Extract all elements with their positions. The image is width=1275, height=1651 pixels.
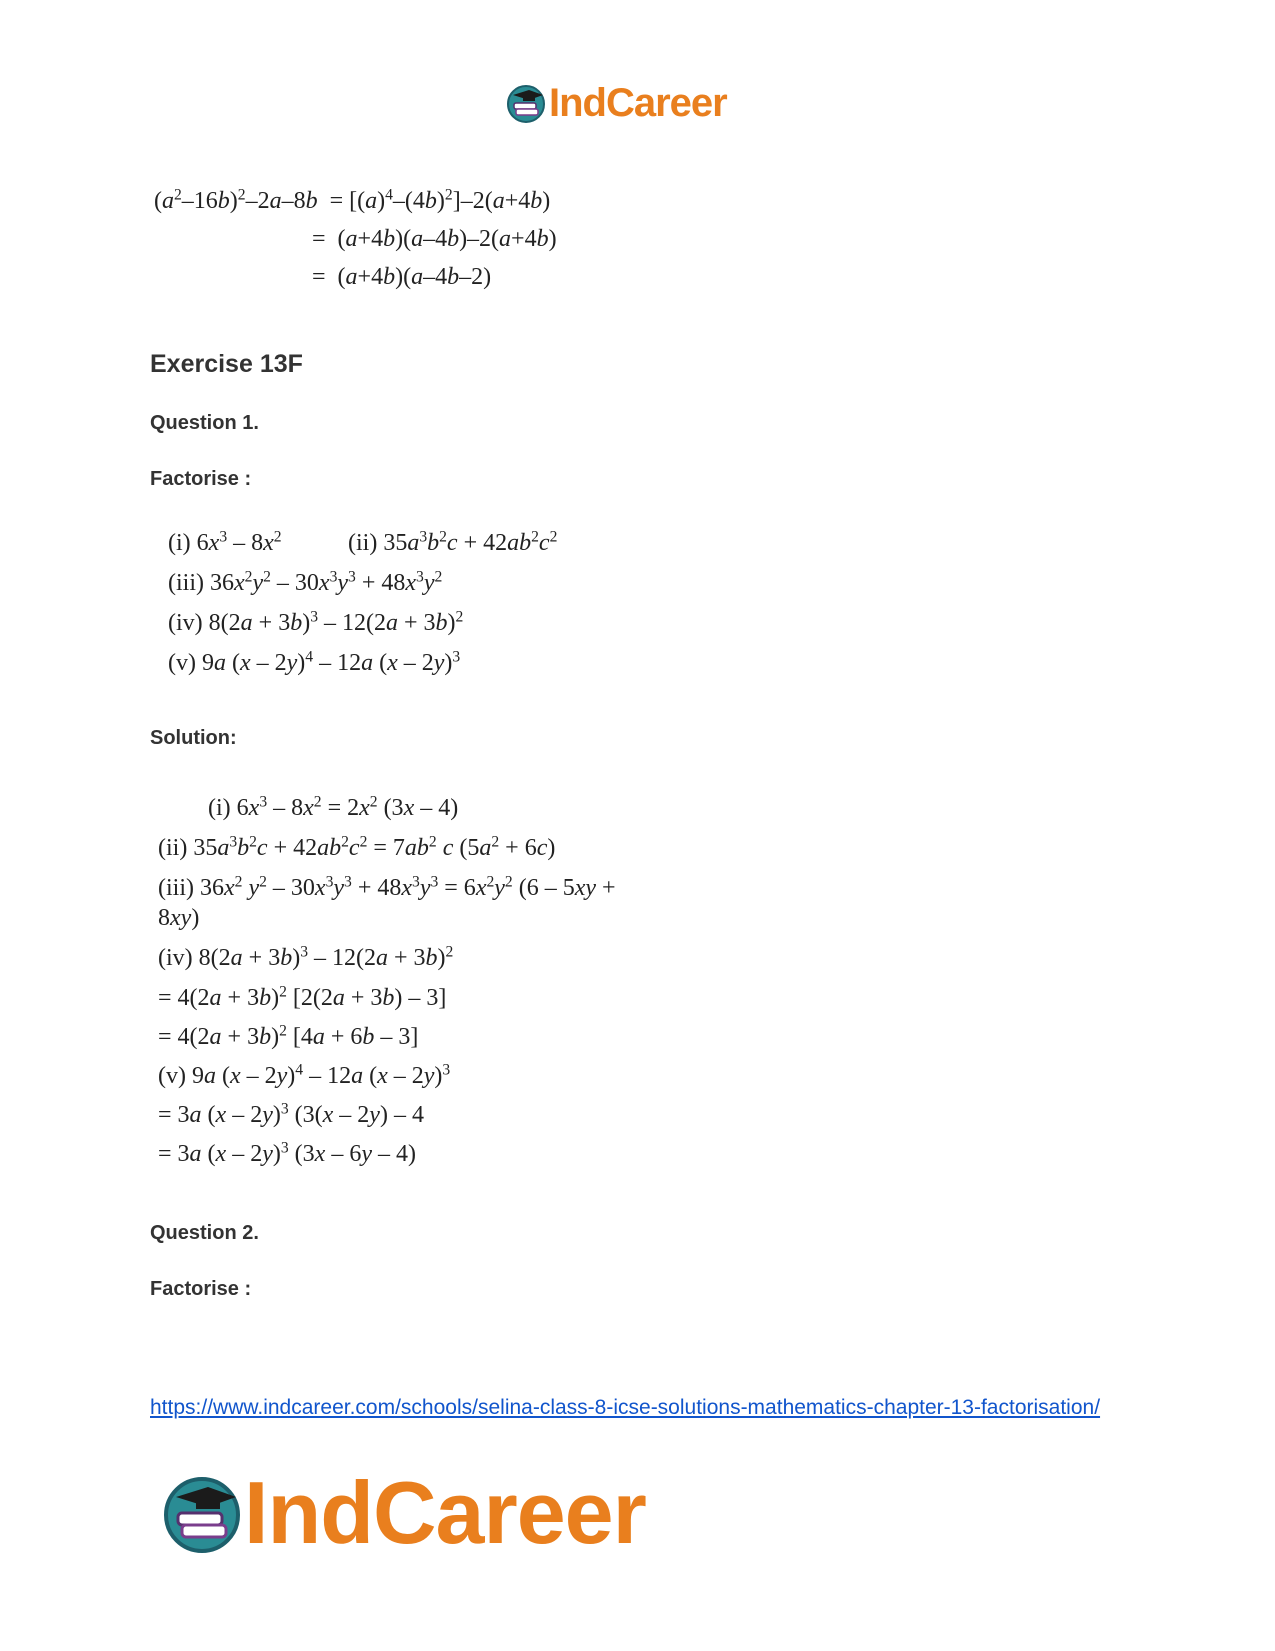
question-part: (v) 9a (x – 2y)$^4$ – 12a (x – 2y)$^3$ [168, 648, 461, 676]
question-part: (iii) $36x^2y^2 - 30x^3y^3 + 48x^3y^2$ [168, 568, 443, 596]
solution-line: 8xy) [158, 905, 200, 931]
previous-solution-line: = (a+4b)(a–4b–2) [312, 264, 492, 290]
footer-logo [160, 1463, 646, 1562]
solution-line: (iv) $8(2a + 3b)^3 - 12(2a + 3b)^2$ [158, 943, 454, 971]
question-part: (ii) $35a^3b^2c + 42ab^2c^2$ [348, 528, 558, 556]
question-part: (i) $6x^3 - 8x^2$ [168, 528, 282, 556]
solution-line: = 3a (x – 2y)$^3$ (3(x – 2y) – 4 [158, 1100, 424, 1128]
previous-solution-line: $(a^2-16b)^2-2a-8b = [(a)^4-(4b)^2]-2(a+4b)$ [154, 186, 551, 214]
header-logo [505, 80, 727, 126]
solution-line: (ii) $35a^3b^2c + 42ab^2c^2 = 7ab^2$ c $(5a^2 + 6c)$ [158, 833, 556, 861]
solution-line: = 3a (x – 2y)$^3$ (3x – 6y – 4) [158, 1139, 416, 1167]
question-2-label: Question 2. [150, 1222, 259, 1244]
solution-line: = $4(2a + 3b)^2$ [4a + 6b – 3] [158, 1022, 419, 1050]
graduation-cap-book-globe-icon [505, 82, 547, 124]
exercise-title: Exercise 13F [150, 350, 303, 378]
brand-name: IndCareer [549, 81, 727, 125]
solution-label: Solution: [150, 727, 237, 749]
brand-name: IndCareer [244, 1463, 646, 1562]
solution-line: (iii) $36x^2$ $y^2 - 30x^3y^3 + 48x^3y^3 = 6x^2y^2$ (6 – 5xy + [158, 873, 616, 901]
question-1-instruction: Factorise : [150, 468, 252, 490]
graduation-cap-book-globe-icon [160, 1471, 244, 1555]
solution-line: (v) 9a (x – 2y)$^4$ – 12a (x – 2y)$^3$ [158, 1061, 451, 1089]
question-part: (iv) $8(2a + 3b)^3 - 12(2a + 3b)^2$ [168, 608, 464, 636]
solution-line: (i) $6x^3 - 8x^2 = 2x^2$ (3x – 4) [208, 793, 459, 821]
solution-line: = $4(2a + 3b)^2$ [2(2a + 3b) – 3] [158, 983, 447, 1011]
question-2-instruction: Factorise : [150, 1278, 252, 1300]
previous-solution-line: = (a+4b)(a–4b)–2(a+4b) [312, 226, 557, 252]
footer-source-link[interactable]: https://www.indcareer.com/schools/selina-class-8-icse-solutions-mathematics-chapter-13-factorisation/ [150, 1396, 1101, 1419]
question-1-label: Question 1. [150, 412, 259, 434]
